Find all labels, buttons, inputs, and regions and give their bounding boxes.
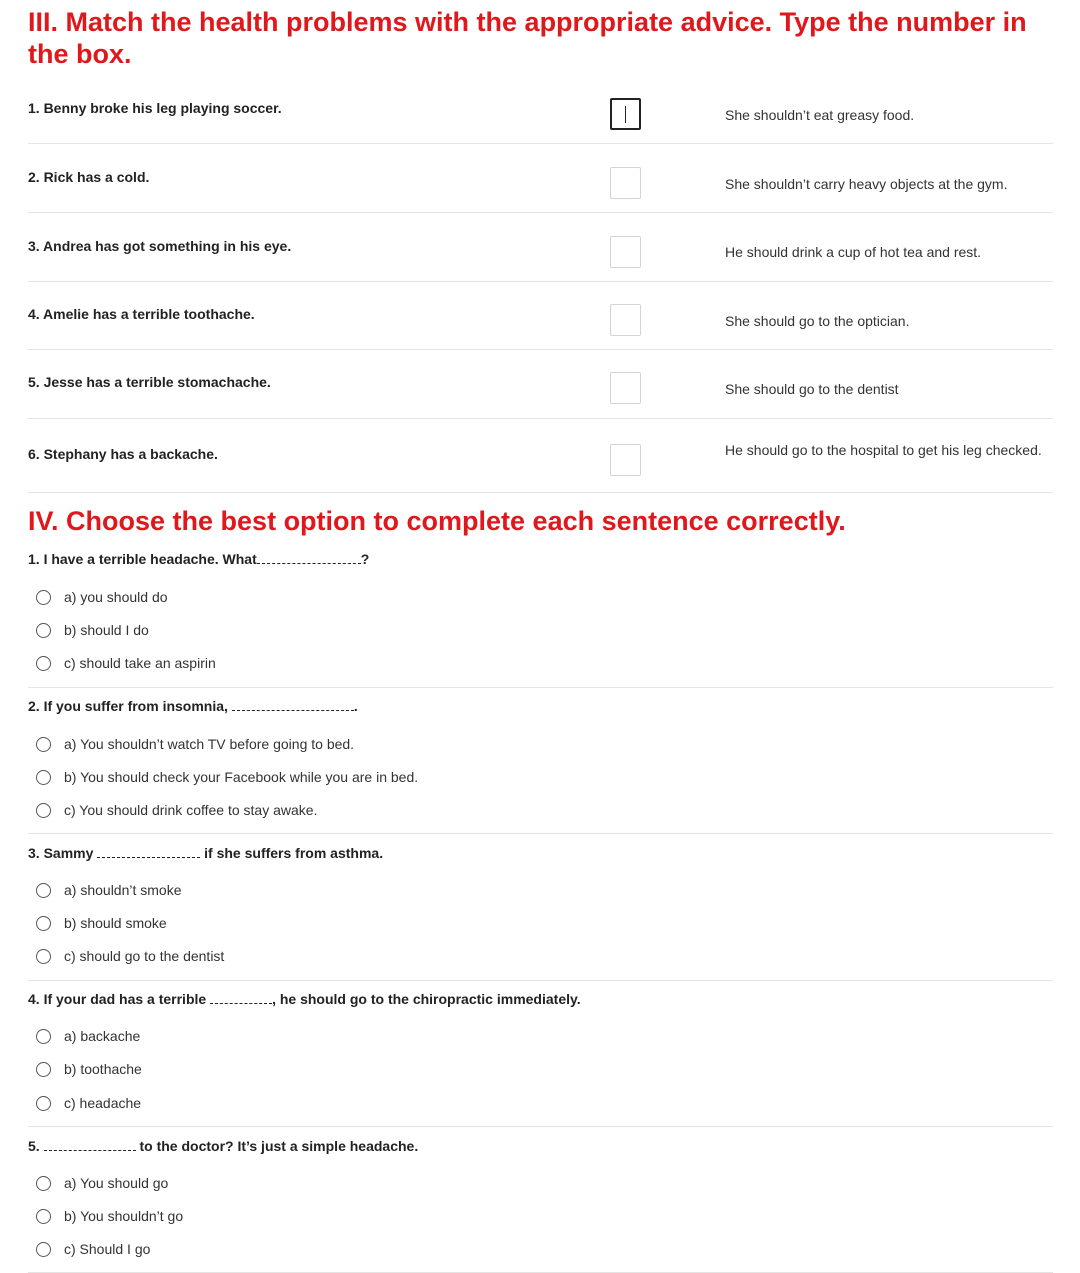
option-label: b) should smoke — [64, 915, 167, 931]
option-label: b) toothache — [64, 1061, 142, 1077]
match-row-3 — [28, 213, 1053, 282]
match-advice-1: She shouldn’t eat greasy food. — [725, 107, 915, 123]
question-3-option-a[interactable] — [36, 880, 182, 900]
match-question-6: 6. Stephany has a backache. — [28, 446, 218, 462]
question-5-option-b[interactable] — [36, 1206, 183, 1226]
match-row-1 — [28, 96, 1053, 144]
option-label: c) should take an aspirin — [64, 655, 216, 671]
radio-button[interactable] — [36, 949, 51, 964]
match-advice-4: She should go to the optician. — [725, 313, 910, 329]
question-5-option-a[interactable] — [36, 1173, 168, 1193]
match-advice-5: She should go to the dentist — [725, 381, 899, 397]
match-question-5: 5. Jesse has a terrible stomachache. — [28, 374, 271, 390]
question-2-blank — [232, 700, 354, 711]
question-3-text-end: if she suffers from asthma. — [200, 845, 384, 861]
answer-box-5[interactable] — [610, 372, 641, 404]
radio-button[interactable] — [36, 737, 51, 752]
question-5-stem — [28, 1138, 418, 1154]
option-label: c) should go to the dentist — [64, 948, 225, 964]
question-4-option-b[interactable] — [36, 1059, 142, 1079]
question-4-option-a[interactable] — [36, 1026, 140, 1046]
option-label: a) backache — [64, 1028, 141, 1044]
match-row-4 — [28, 282, 1053, 350]
question-3-option-b[interactable] — [36, 913, 167, 933]
match-question-2: 2. Rick has a cold. — [28, 169, 150, 185]
match-advice-2: She shouldn’t carry heavy objects at the gym. — [725, 176, 1008, 192]
question-4 — [28, 991, 1053, 1127]
question-3-text: 3. Sammy — [28, 845, 98, 861]
question-5-text-end: to the doctor? It’s just a simple headache. — [135, 1138, 419, 1154]
option-label: b) should I do — [64, 622, 149, 638]
radio-button[interactable] — [36, 1029, 51, 1044]
match-row-5 — [28, 350, 1053, 419]
question-1-option-c[interactable] — [36, 653, 216, 673]
question-3-blank — [97, 847, 200, 858]
radio-button[interactable] — [36, 623, 51, 638]
question-2-option-a[interactable] — [36, 734, 354, 754]
match-question-1: 1. Benny broke his leg playing soccer. — [28, 100, 282, 116]
radio-button[interactable] — [36, 590, 51, 605]
match-row-6 — [28, 419, 1053, 493]
radio-button[interactable] — [36, 656, 51, 671]
option-label: b) You shouldn’t go — [64, 1208, 184, 1224]
radio-button[interactable] — [36, 803, 51, 818]
option-label: b) You should check your Facebook while you are in bed. — [64, 769, 419, 785]
question-1-stem — [28, 551, 369, 567]
question-3-option-c[interactable] — [36, 946, 224, 966]
radio-button[interactable] — [36, 1176, 51, 1191]
radio-button[interactable] — [36, 1209, 51, 1224]
radio-button[interactable] — [36, 916, 51, 931]
match-advice-6: He should go to the hospital to get his leg checked. — [725, 442, 1042, 458]
question-1-text: 1. I have a terrible headache. What — [28, 551, 257, 567]
question-4-text: 4. If your dad has a terrible — [28, 991, 211, 1007]
answer-box-3[interactable] — [610, 236, 641, 268]
question-5-blank — [44, 1140, 136, 1151]
option-label: a) shouldn’t smoke — [64, 882, 182, 898]
radio-button[interactable] — [36, 770, 51, 785]
answer-box-1[interactable] — [610, 98, 641, 130]
radio-button[interactable] — [36, 1096, 51, 1111]
question-1-option-a[interactable] — [36, 587, 168, 607]
match-question-3: 3. Andrea has got something in his eye. — [28, 238, 292, 254]
question-3 — [28, 845, 1053, 981]
question-2-stem — [28, 698, 358, 714]
question-5 — [28, 1138, 1053, 1273]
question-2-option-c[interactable] — [36, 800, 317, 820]
question-5-option-c[interactable] — [36, 1239, 150, 1259]
radio-button[interactable] — [36, 883, 51, 898]
option-label: c) You should drink coffee to stay awake. — [64, 802, 318, 818]
question-5-text: 5. — [28, 1138, 44, 1154]
question-1-text-end: ? — [360, 551, 370, 567]
option-label: a) You shouldn’t watch TV before going to bed. — [64, 736, 355, 752]
question-4-text-end: , he should go to the chiropractic immediately. — [272, 991, 581, 1007]
radio-button[interactable] — [36, 1062, 51, 1077]
question-1-blank — [257, 553, 361, 564]
question-1-option-b[interactable] — [36, 620, 149, 640]
match-row-2 — [28, 144, 1053, 213]
section-4-title: IV. Choose the best option to complete each sentence correctly. — [28, 506, 846, 536]
question-4-stem — [28, 991, 581, 1007]
question-2-text: 2. If you suffer from insomnia, — [28, 698, 232, 714]
question-3-stem — [28, 845, 383, 861]
match-question-4: 4. Amelie has a terrible toothache. — [28, 306, 255, 322]
question-1 — [28, 551, 1053, 688]
answer-box-4[interactable] — [610, 304, 641, 336]
match-advice-3: He should drink a cup of hot tea and rest. — [725, 244, 982, 260]
option-label: a) You should go — [64, 1175, 169, 1191]
question-2-option-b[interactable] — [36, 767, 418, 787]
radio-button[interactable] — [36, 1242, 51, 1257]
option-label: a) you should do — [64, 589, 168, 605]
question-2 — [28, 698, 1053, 834]
option-label: c) Should I go — [64, 1241, 151, 1257]
answer-box-6[interactable] — [610, 444, 641, 476]
question-4-blank — [210, 993, 272, 1004]
section-3-title: III. Match the health problems with the appropriate advice. Type the number in the box. — [28, 7, 1027, 69]
answer-box-2[interactable] — [610, 167, 641, 199]
option-label: c) headache — [64, 1095, 142, 1111]
question-2-text-end: . — [353, 698, 358, 714]
question-4-option-c[interactable] — [36, 1093, 141, 1113]
